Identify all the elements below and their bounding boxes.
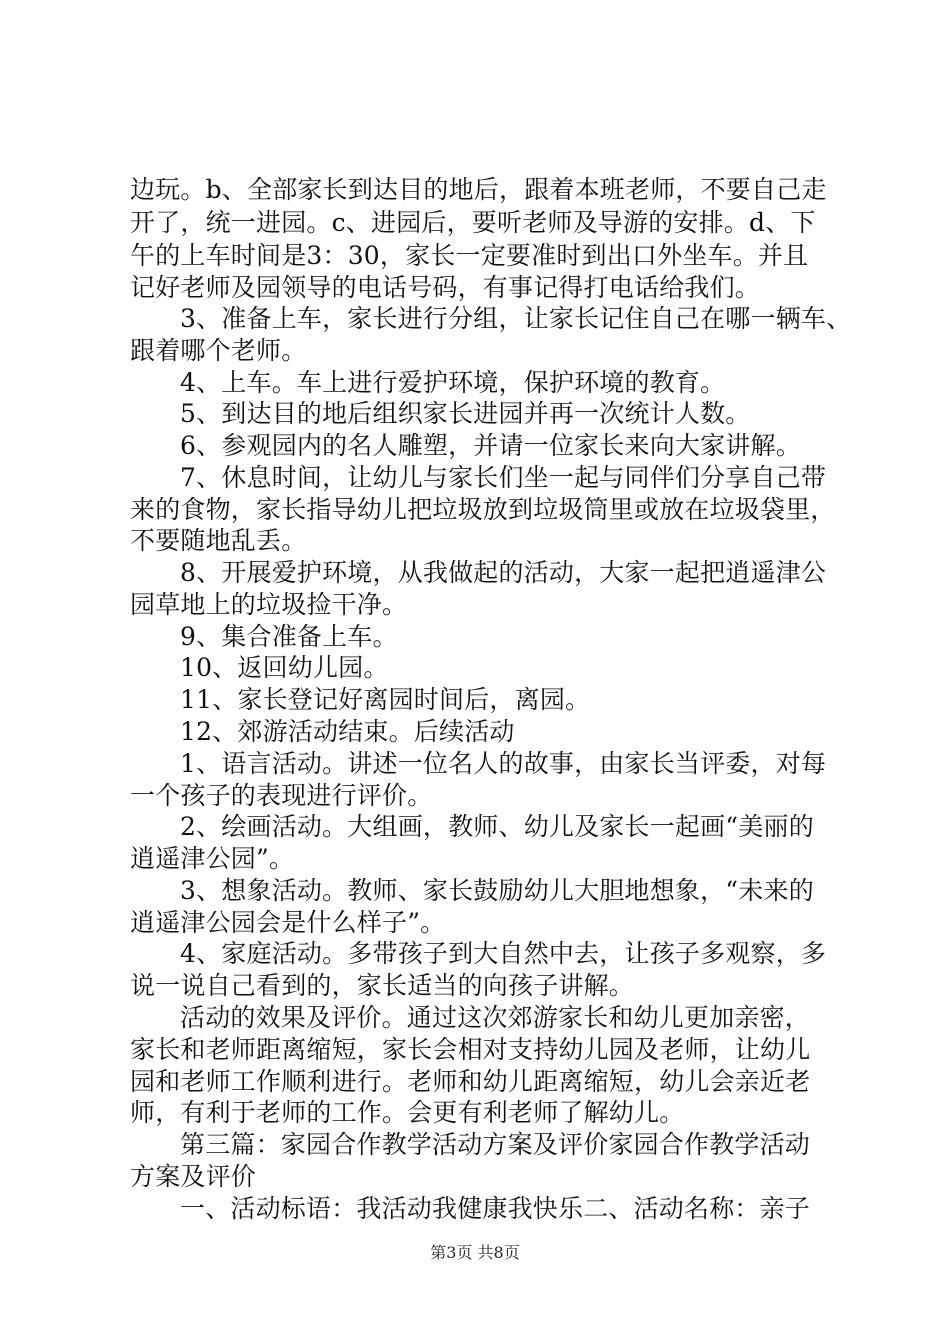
text-line: 来的食物，家长指导幼儿把垃圾放到垃圾筒里或放在垃圾袋里，: [130, 495, 836, 524]
text-line: 逍遥津公园会是什么样子”。: [130, 908, 446, 937]
text-line: 边玩。b、全部家长到达目的地后，跟着本班老师，不要自己走: [130, 175, 827, 204]
section-heading: 第三篇：家园合作教学活动方案及评价家园合作教学活动: [180, 1130, 811, 1159]
text-line: 跟着哪个老师。: [130, 336, 307, 365]
text-line: 12、郊游活动结束。后续活动: [180, 717, 515, 746]
text-line: 园和老师工作顺利进行。老师和幼儿距离缩短，幼儿会亲近老: [130, 1067, 811, 1096]
text-line: 2、绘画活动。大组画，教师、幼儿及家长一起画“美丽的: [180, 812, 814, 841]
text-line: 家长和老师距离缩短，家长会相对支持幼儿园及老师，让幼儿: [130, 1035, 811, 1064]
text-line: 10、返回幼儿园。: [180, 653, 389, 682]
text-line: 3、准备上车，家长进行分组，让家长记住自己在哪一辆车、: [180, 304, 852, 333]
text-line: 逍遥津公园”。: [130, 844, 295, 873]
text-line: 9、集合准备上车。: [180, 622, 398, 651]
text-line: 园草地上的垃圾捡干净。: [130, 590, 408, 619]
text-line: 4、上车。车上进行爱护环境，保护环境的教育。: [180, 368, 726, 397]
text-line: 8、开展爱护环境，从我做起的活动，大家一起把逍遥津公: [180, 558, 827, 587]
text-line: 6、参观园内的名人雕塑，并请一位家长来向大家讲解。: [180, 431, 801, 460]
text-line: 一、活动标语：我活动我健康我快乐二、活动名称：亲子: [180, 1194, 811, 1223]
text-line: 5、到达目的地后组织家长进园并再一次统计人数。: [180, 399, 751, 428]
text-line: 11、家长登记好离园时间后，离园。: [180, 685, 591, 714]
text-line: 一个孩子的表现进行评价。: [130, 781, 433, 810]
text-line: 4、家庭活动。多带孩子到大自然中去，让孩子多观察，多: [180, 939, 827, 968]
text-line: 说一说自己看到的，家长适当的向孩子讲解。: [130, 971, 635, 1000]
text-line: 不要随地乱丢。: [130, 526, 307, 555]
text-line: 开了，统一进园。c、进园后，要听老师及导游的安排。d、下: [130, 208, 816, 237]
section-heading: 方案及评价: [130, 1162, 257, 1191]
text-line: 7、休息时间，让幼儿与家长们坐一起与同伴们分享自己带: [180, 463, 827, 492]
text-line: 活动的效果及评价。通过这次郊游家长和幼儿更加亲密，: [180, 1003, 811, 1032]
text-line: 3、想象活动。教师、家长鼓励幼儿大胆地想象，“未来的: [180, 876, 814, 905]
text-line: 师，有利于老师的工作。会更有利老师了解幼儿。: [130, 1098, 685, 1127]
text-line: 午的上车时间是3：30，家长一定要准时到出口外坐车。并且: [130, 241, 809, 270]
text-line: 记好老师及园领导的电话号码，有事记得打电话给我们。: [130, 273, 761, 302]
page-number-footer: 第3页 共8页: [430, 1243, 520, 1262]
text-line: 1、语言活动。讲述一位名人的故事，由家长当评委，对每: [180, 749, 827, 778]
